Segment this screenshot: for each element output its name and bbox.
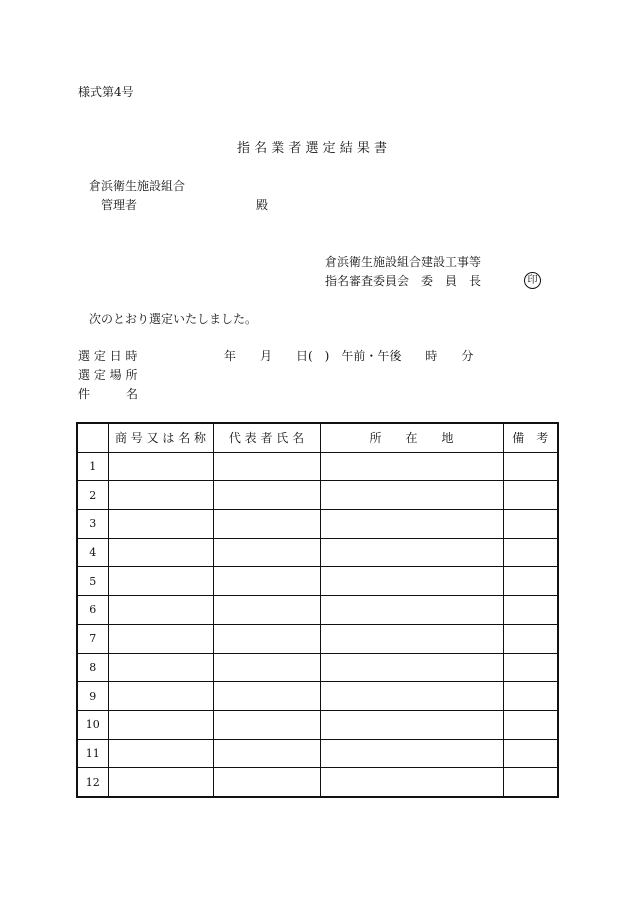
- representative-cell[interactable]: [213, 624, 320, 653]
- remarks-cell[interactable]: [503, 710, 558, 739]
- intro-text: 次のとおり選定いたしました。: [89, 312, 258, 326]
- header-company-name: 商 号 又 は 名 称: [108, 423, 213, 452]
- address-cell[interactable]: [320, 538, 503, 567]
- representative-cell[interactable]: [213, 768, 320, 797]
- representative-cell[interactable]: [213, 452, 320, 481]
- place-label: 選 定 場 所: [78, 368, 138, 382]
- row-number: 6: [77, 596, 108, 625]
- datetime-label: 選 定 日 時: [78, 349, 138, 363]
- address-cell[interactable]: [320, 596, 503, 625]
- company-name-cell[interactable]: [108, 510, 213, 539]
- row-number: 3: [77, 510, 108, 539]
- remarks-cell[interactable]: [503, 682, 558, 711]
- company-name-cell[interactable]: [108, 710, 213, 739]
- representative-cell[interactable]: [213, 710, 320, 739]
- address-cell[interactable]: [320, 710, 503, 739]
- header-number: [77, 423, 108, 452]
- recipient-org: 倉浜衛生施設組合: [89, 179, 186, 193]
- table-row: [77, 538, 558, 567]
- address-cell[interactable]: [320, 624, 503, 653]
- remarks-cell[interactable]: [503, 739, 558, 768]
- table-row: [77, 567, 558, 596]
- row-number: 2: [77, 481, 108, 510]
- nominee-table: [76, 422, 559, 798]
- company-name-cell[interactable]: [108, 567, 213, 596]
- table-row: [77, 596, 558, 625]
- recipient-role: 管理者: [101, 198, 138, 212]
- row-number: 12: [77, 768, 108, 797]
- company-name-cell[interactable]: [108, 653, 213, 682]
- remarks-cell[interactable]: [503, 481, 558, 510]
- remarks-cell[interactable]: [503, 768, 558, 797]
- company-name-cell[interactable]: [108, 682, 213, 711]
- table-header-row: [77, 423, 558, 452]
- table-row: [77, 452, 558, 481]
- representative-cell[interactable]: [213, 538, 320, 567]
- table-row: [77, 624, 558, 653]
- company-name-cell[interactable]: [108, 739, 213, 768]
- remarks-cell[interactable]: [503, 653, 558, 682]
- company-name-cell[interactable]: [108, 481, 213, 510]
- remarks-cell[interactable]: [503, 538, 558, 567]
- remarks-cell[interactable]: [503, 596, 558, 625]
- table-row: [77, 510, 558, 539]
- sender-line-2: 指名審査委員会 委 員 長: [325, 274, 482, 288]
- datetime-value: 年 月 日( ) 午前・午後 時 分: [224, 349, 474, 363]
- row-number: 11: [77, 739, 108, 768]
- address-cell[interactable]: [320, 739, 503, 768]
- remarks-cell[interactable]: [503, 510, 558, 539]
- subject-label: 件 名: [78, 387, 139, 401]
- recipient-honorific: 殿: [256, 198, 269, 212]
- representative-cell[interactable]: [213, 510, 320, 539]
- row-number: 1: [77, 452, 108, 481]
- remarks-cell[interactable]: [503, 624, 558, 653]
- page-title: 指 名 業 者 選 定 結 果 書: [237, 141, 388, 156]
- row-number: 10: [77, 710, 108, 739]
- header-representative: 代 表 者 氏 名: [213, 423, 320, 452]
- representative-cell[interactable]: [213, 567, 320, 596]
- header-remarks: 備 考: [503, 423, 558, 452]
- company-name-cell[interactable]: [108, 596, 213, 625]
- representative-cell[interactable]: [213, 596, 320, 625]
- header-address: 所 在 地: [320, 423, 503, 452]
- address-cell[interactable]: [320, 567, 503, 596]
- row-number: 7: [77, 624, 108, 653]
- company-name-cell[interactable]: [108, 538, 213, 567]
- remarks-cell[interactable]: [503, 567, 558, 596]
- table-row: [77, 739, 558, 768]
- address-cell[interactable]: [320, 653, 503, 682]
- representative-cell[interactable]: [213, 739, 320, 768]
- row-number: 9: [77, 682, 108, 711]
- table-row: [77, 481, 558, 510]
- address-cell[interactable]: [320, 452, 503, 481]
- table-row: [77, 768, 558, 797]
- table-row: [77, 682, 558, 711]
- company-name-cell[interactable]: [108, 624, 213, 653]
- table-row: [77, 710, 558, 739]
- form-number: 様式第4号: [78, 85, 134, 99]
- company-name-cell[interactable]: [108, 768, 213, 797]
- seal-icon: 印: [524, 272, 541, 289]
- representative-cell[interactable]: [213, 481, 320, 510]
- remarks-cell[interactable]: [503, 452, 558, 481]
- row-number: 5: [77, 567, 108, 596]
- sender-line-1: 倉浜衛生施設組合建設工事等: [325, 255, 482, 269]
- company-name-cell[interactable]: [108, 452, 213, 481]
- address-cell[interactable]: [320, 682, 503, 711]
- address-cell[interactable]: [320, 768, 503, 797]
- representative-cell[interactable]: [213, 653, 320, 682]
- representative-cell[interactable]: [213, 682, 320, 711]
- address-cell[interactable]: [320, 481, 503, 510]
- row-number: 8: [77, 653, 108, 682]
- row-number: 4: [77, 538, 108, 567]
- address-cell[interactable]: [320, 510, 503, 539]
- table-row: [77, 653, 558, 682]
